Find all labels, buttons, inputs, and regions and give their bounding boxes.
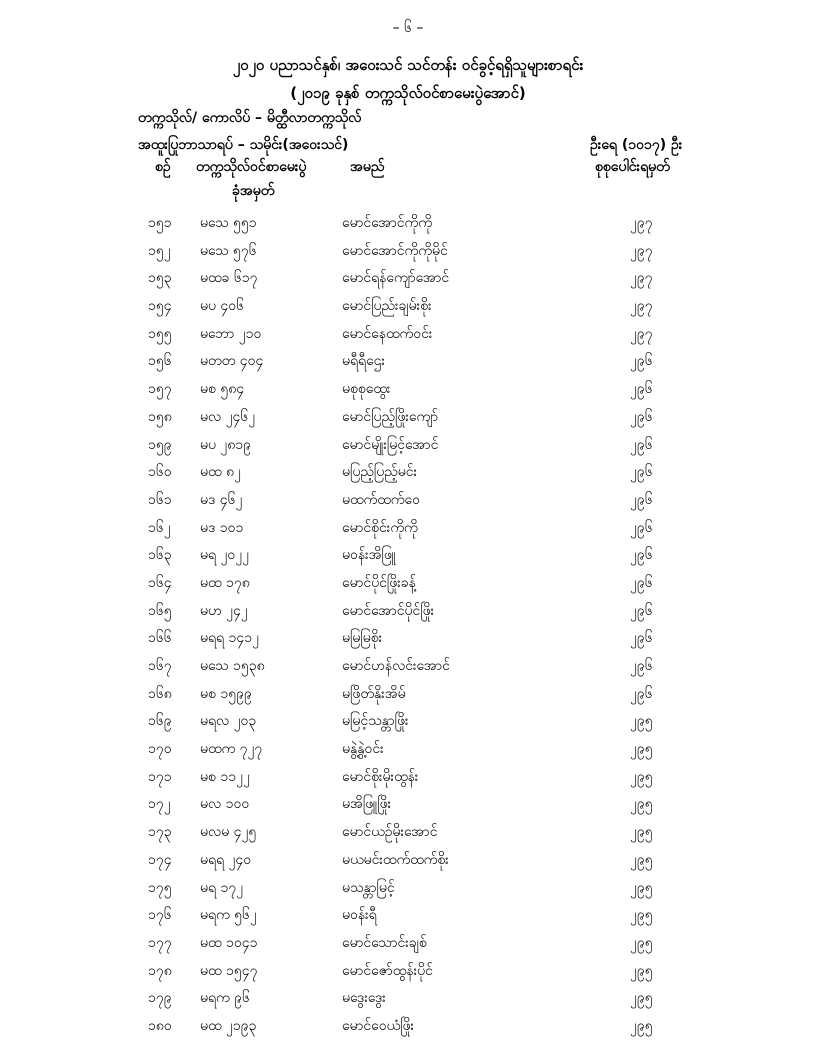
student-name: မောင်အောင်ကိုကိုမိုင် — [342, 242, 448, 259]
roll-number: မပ ၂၈၁၉ — [200, 436, 252, 453]
roll-number: မရလ ၂၀၃ — [200, 713, 257, 730]
row-number: ၁၆၉ — [148, 713, 172, 730]
row-number: ၁၅၆ — [148, 353, 172, 370]
student-name: မောင်စိုးမိုးထွန်း — [342, 768, 419, 785]
student-name: မောင်ဝေယံဖြိုး — [342, 1017, 415, 1034]
roll-number: မပ ၄၀၆ — [200, 298, 245, 315]
roll-number: မထ ၁၇၈ — [200, 574, 250, 591]
roll-number: မလမ ၄၂၅ — [200, 824, 257, 841]
total-score: ၂၉၅ — [630, 879, 653, 896]
table-row — [0, 376, 816, 404]
table-row — [0, 210, 816, 238]
table-row — [0, 293, 816, 321]
roll-number: မရ ၂၀၂၂ — [200, 547, 249, 564]
row-number: ၁၆၈ — [148, 685, 172, 702]
headcount-line: ဦးရေ (၁၀၁၇) ဦး — [590, 137, 683, 153]
row-number: ၁၈၀ — [148, 1017, 172, 1034]
total-score: ၂၉၅ — [630, 713, 653, 730]
table-row — [0, 515, 816, 543]
row-number: ၁၇၂ — [148, 796, 171, 813]
table-row — [0, 985, 816, 1013]
total-score: ၂၉၆ — [630, 547, 653, 564]
student-name: မောင်အောင်ကိုကို — [342, 215, 432, 231]
table-row — [0, 570, 816, 598]
total-score: ၂၉၇ — [630, 242, 653, 259]
total-score: ၂၉၆ — [630, 574, 653, 591]
table-row — [0, 432, 816, 460]
roll-number: မရရ ၂၄၀ — [200, 851, 252, 868]
total-score: ၂၉၆ — [630, 381, 653, 398]
roll-number: မထ ၈၂ — [200, 464, 241, 481]
student-name: မောင်နေထက်ဝင်း — [342, 325, 433, 342]
total-score: ၂၉၇ — [630, 270, 653, 287]
total-score: ၂၉၆ — [630, 685, 653, 702]
row-number: ၁၆၀ — [148, 464, 172, 481]
table-row — [0, 764, 816, 792]
total-score: ၂၉၆ — [630, 602, 653, 619]
row-number: ၁၇၆ — [148, 907, 172, 924]
table-row — [0, 681, 816, 709]
table-row — [0, 819, 816, 847]
student-name: မောင်ပြည့်ဖြိုးကျော် — [342, 408, 439, 425]
roll-number: မထ ၁၀၄၁ — [200, 934, 258, 951]
row-number: ၁၅၂ — [148, 242, 171, 259]
roll-number: မသေ ၅၇၆ — [200, 242, 257, 259]
roll-number: မရ ၁၇၂ — [200, 879, 244, 896]
roll-number: မတတ ၄၀၄ — [200, 353, 264, 370]
student-name: မနွဲ့နွဲ့ဝင်း — [342, 741, 384, 758]
roll-number: မထက ၇၂၇ — [200, 741, 263, 758]
row-number: ၁၆၃ — [148, 547, 172, 564]
total-score: ၂၉၅ — [630, 824, 653, 841]
table-row — [0, 238, 816, 266]
table-row — [0, 404, 816, 432]
student-name: မမြမြစိုး — [342, 630, 383, 647]
student-name: မစုစုထွေး — [342, 381, 391, 398]
column-header-name: အမည် — [350, 159, 385, 175]
total-score: ၂၉၇ — [630, 298, 653, 315]
table-row — [0, 265, 816, 293]
row-number: ၁၅၈ — [148, 408, 172, 425]
table-row — [0, 542, 816, 570]
student-name: မရီရီဌေး — [342, 353, 385, 370]
student-name: မဝန်းရီ — [342, 907, 377, 924]
roll-number: မဒ ၄၆၂ — [200, 491, 243, 508]
table-row — [0, 625, 816, 653]
student-name: မဖြိတ်နိုးအိမ် — [342, 685, 406, 702]
column-header-total: စုစုပေါင်းရမှတ် — [595, 159, 670, 175]
row-number: ၁၆၄ — [148, 574, 172, 591]
roll-number: မလ ၁၀၀ — [200, 796, 250, 813]
roll-number: မစ ၁၁၂၂ — [200, 768, 250, 785]
document-title: ၂၀၂၀ ပညာသင်နှစ်၊ အဝေးသင် သင်တန်း ဝင်ခွင့်ရရှိသူများစာရင်း — [232, 56, 584, 74]
subject-line: အထူးပြုဘာသာရပ် – သမိုင်း(အဝေးသင်) — [138, 137, 349, 153]
row-number: ၁၅၅ — [148, 325, 172, 342]
total-score: ၂၉၆ — [630, 408, 653, 425]
roll-number: မသေ ၅၅၁ — [200, 215, 257, 231]
table-row — [0, 321, 816, 349]
student-name: မောင်ပိုင်ဖြိုးခန့် — [342, 574, 416, 591]
row-number: ၁၇၉ — [148, 990, 172, 1007]
table-row — [0, 598, 816, 626]
row-number: ၁၅၁ — [148, 215, 172, 231]
total-score: ၂၉၆ — [630, 353, 653, 370]
student-name: မောင်ယဉ်မိုးအောင် — [342, 824, 438, 841]
student-name: မောင်ရန်ကျော်အောင် — [342, 270, 450, 287]
roll-number: မထ ၂၁၉၃ — [200, 1017, 257, 1034]
total-score: ၂၉၅ — [630, 796, 653, 813]
column-header-roll: တက္ကသိုလ်ဝင်စာမေးပွဲ — [196, 159, 307, 175]
student-name: မောင်မျိုးမြင့်အောင် — [342, 436, 439, 453]
student-name: မောင်စိုင်းကိုကို — [342, 519, 418, 536]
document-subtitle: (၂၀၁၉ ခုနှစ် တက္ကသိုလ်ဝင်စာမေးပွဲအောင်) — [290, 84, 526, 102]
table-row — [0, 930, 816, 958]
total-score: ၂၉၅ — [630, 741, 653, 758]
student-name: မအိဖြူဖြိုး — [342, 796, 392, 813]
university-line: တက္ကသိုလ်/ ကောလိပ် – မိတ္ထီလာတက္ကသိုလ် — [138, 110, 362, 126]
student-name: မောင်ပြည်းချမ်းစိုး — [342, 298, 432, 315]
row-number: ၁၇၀ — [148, 741, 172, 758]
roll-number: မရက ၉၆ — [200, 990, 250, 1007]
page-number: – ၆ – — [392, 20, 424, 36]
student-name: မဒွေးဒွေး — [342, 990, 386, 1007]
table-row — [0, 791, 816, 819]
total-score: ၂၉၅ — [630, 851, 653, 868]
total-score: ၂၉၅ — [630, 962, 653, 979]
student-name: မောင်ဟန်လင်းအောင် — [342, 658, 450, 674]
row-number: ၁၅၃ — [148, 270, 172, 287]
total-score: ၂၉၆ — [630, 491, 653, 508]
table-row — [0, 1013, 816, 1041]
table-row — [0, 459, 816, 487]
total-score: ၂၉၆ — [630, 519, 653, 536]
student-name: မောင်အောင်ပိုင်ဖြိုး — [342, 602, 435, 619]
student-name: မထက်ထက်ဝေ — [342, 491, 420, 508]
table-row — [0, 958, 816, 986]
total-score: ၂၉၅ — [630, 934, 653, 951]
row-number: ၁၇၈ — [148, 962, 172, 979]
student-name: မောင်သောင်းချစ် — [342, 934, 427, 951]
student-name: မဝန်းအိဖြူ — [342, 547, 396, 564]
row-number: ၁၇၄ — [148, 851, 172, 868]
table-row — [0, 653, 816, 681]
row-number: ၁၇၃ — [148, 824, 172, 841]
column-header-no: စဉ် — [155, 159, 171, 175]
table-row — [0, 708, 816, 736]
row-number: ၁၆၂ — [148, 519, 171, 536]
total-score: ၂၉၆ — [630, 630, 653, 647]
roll-number: မစ ၁၅၉၉ — [200, 685, 252, 702]
row-number: ၁၆၇ — [148, 658, 172, 674]
student-list — [0, 210, 816, 1041]
student-name: မပြည့်ပြည့်မင်း — [342, 464, 418, 481]
row-number: ၁၆၆ — [148, 630, 172, 647]
row-number: ၁၅၇ — [148, 381, 172, 398]
student-name: မမြင့်သန္တာဖြိုး — [342, 713, 409, 730]
total-score: ၂၉၅ — [630, 907, 653, 924]
student-name: မသန္တာမြင့် — [342, 879, 395, 896]
row-number: ၁၅၄ — [148, 298, 172, 315]
total-score: ၂၉၅ — [630, 768, 653, 785]
total-score: ၂၉၅ — [630, 990, 653, 1007]
total-score: ၂၉၆ — [630, 658, 653, 674]
roll-number: မဒ ၁၀၁ — [200, 519, 244, 536]
roll-number: မသေ ၁၅၃၈ — [200, 658, 265, 674]
column-header-roll-number: ခုံအမှတ် — [232, 183, 275, 199]
row-number: ၁၇၇ — [148, 934, 172, 951]
table-row — [0, 348, 816, 376]
row-number: ၁၇၅ — [148, 879, 172, 896]
total-score: ၂၉၇ — [630, 215, 653, 231]
table-row — [0, 847, 816, 875]
row-number: ၁၆၅ — [148, 602, 172, 619]
row-number: ၁၆၁ — [148, 491, 172, 508]
total-score: ၂၉၆ — [630, 464, 653, 481]
student-name: မောင်ဇော်ထွန်းပိုင် — [342, 962, 433, 979]
row-number: ၁၇၁ — [148, 768, 172, 785]
row-number: ၁၅၉ — [148, 436, 172, 453]
roll-number: မဟ ၂၄၂ — [200, 602, 248, 619]
total-score: ၂၉၆ — [630, 436, 653, 453]
roll-number: မထ ၁၅၄၇ — [200, 962, 258, 979]
student-name: မယမင်းထက်ထက်စိုး — [342, 851, 449, 868]
total-score: ၂၉၅ — [630, 1017, 653, 1034]
total-score: ၂၉၇ — [630, 325, 653, 342]
table-row — [0, 875, 816, 903]
table-row — [0, 736, 816, 764]
roll-number: မရက ၅၆၂ — [200, 907, 257, 924]
roll-number: မထခ ၆၁၇ — [200, 270, 258, 287]
roll-number: မဘော ၂၁၀ — [200, 325, 262, 342]
roll-number: မရရ ၁၄၁၂ — [200, 630, 260, 647]
table-row — [0, 487, 816, 515]
table-row — [0, 902, 816, 930]
roll-number: မစ ၅၈၄ — [200, 381, 245, 398]
roll-number: မလ ၂၄၆၂ — [200, 408, 256, 425]
